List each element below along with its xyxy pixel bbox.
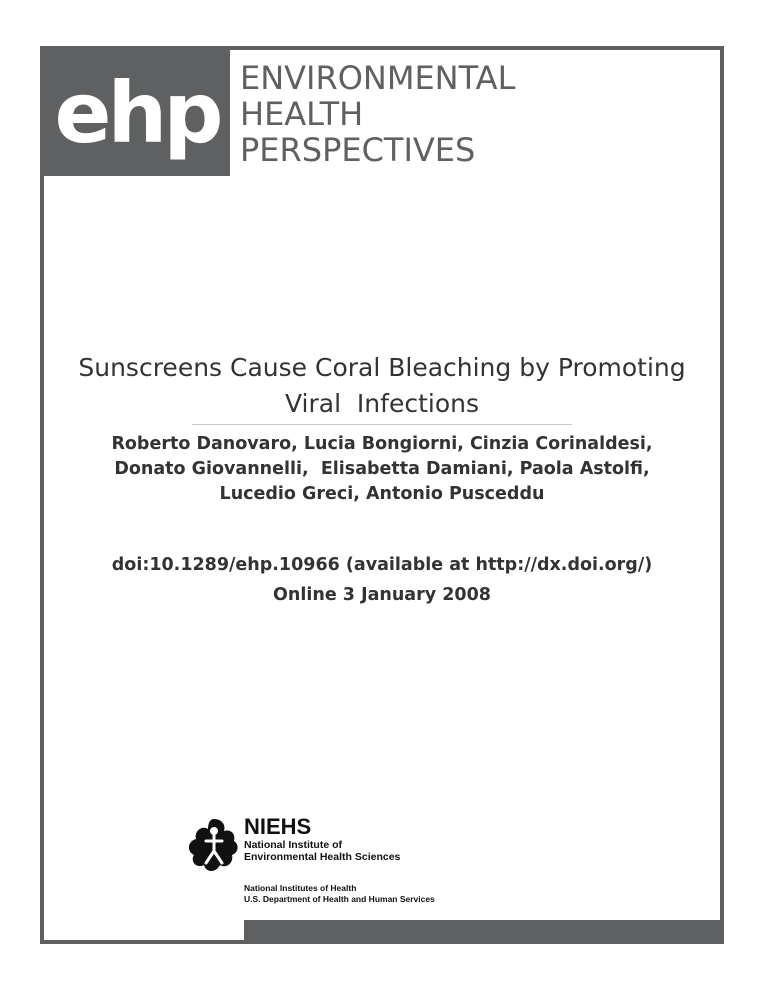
title-divider <box>192 424 572 425</box>
author-list <box>44 432 720 507</box>
niehs-full-name <box>244 839 400 863</box>
nih-parent <box>244 883 435 905</box>
footer-bar <box>244 920 720 944</box>
journal-name-line3: PERSPECTIVES <box>240 131 476 169</box>
doi-text: doi:10.1289/ehp.10966 (available at http://dx.doi.org/) <box>111 555 653 575</box>
nih-line1: National Institutes of Health <box>244 883 357 893</box>
authors-line1: Roberto Danovaro, Lucia Bongiorni, Cinzia Corinaldesi, <box>111 434 653 454</box>
ehp-logo <box>44 50 230 176</box>
authors-line2: Donato Giovannelli, Elisabetta Damiani, Paola Astolfi, <box>114 459 650 479</box>
niehs-name-line1: National Institute of <box>244 839 342 851</box>
niehs-acronym: NIEHS <box>244 814 312 839</box>
doi-block <box>44 550 720 610</box>
journal-name-line1: ENVIRONMENTAL <box>240 59 516 97</box>
ehp-logo-mark: ehp <box>54 64 220 162</box>
authors-line3: Lucedio Greci, Antonio Pusceddu <box>219 484 545 504</box>
nih-line2: U.S. Department of Health and Human Services <box>244 894 435 904</box>
niehs-name-line2: Environmental Health Sciences <box>244 851 401 863</box>
online-date: Online 3 January 2008 <box>273 585 491 605</box>
journal-name-line2: HEALTH <box>240 95 364 133</box>
niehs-logo <box>184 815 484 905</box>
cover-frame <box>40 46 724 944</box>
niehs-emblem-icon <box>184 815 244 877</box>
article-title-line2: Viral Infections <box>285 389 479 418</box>
article-title-line1: Sunscreens Cause Coral Bleaching by Promoting <box>78 353 686 382</box>
journal-name <box>240 60 515 168</box>
article-title <box>44 350 720 422</box>
